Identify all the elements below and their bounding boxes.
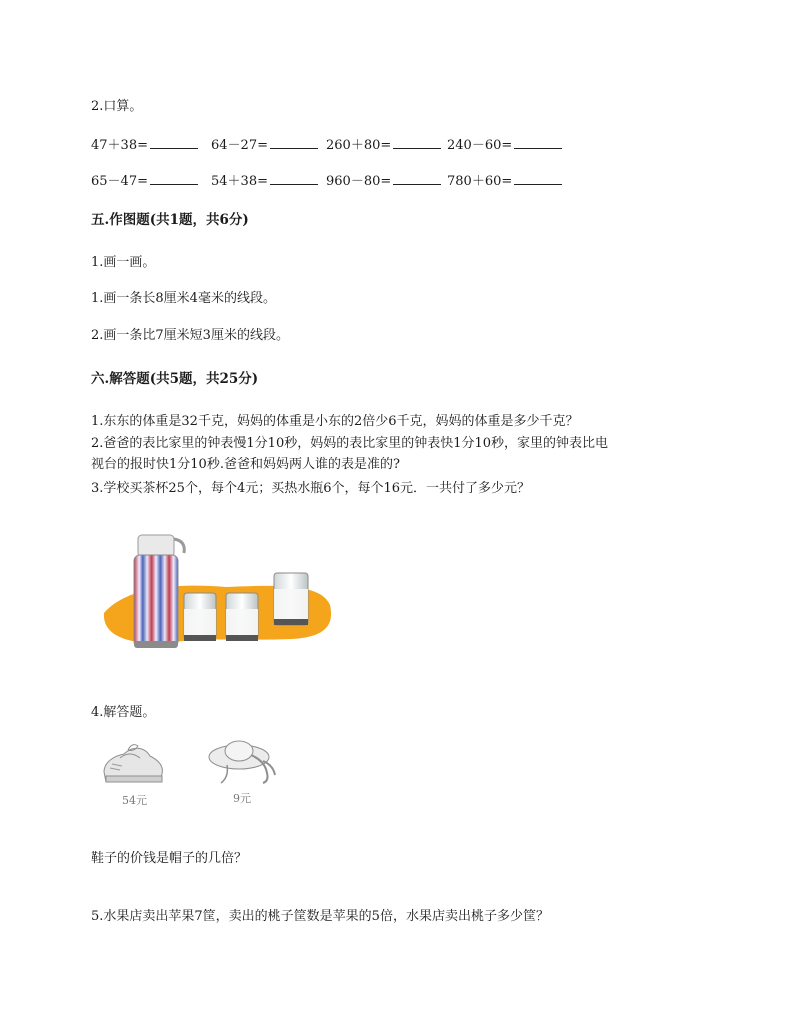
section-6-heading: 六.解答题(共5题，共25分) [91,371,259,387]
thermos-and-cups-illustration [96,525,336,655]
oral-calc-expression: 780＋60= [447,174,513,189]
drawing-question-title: 1.画一画。 [91,255,156,270]
answer-blank[interactable] [150,136,198,149]
hat-price-label: 9元 [233,792,251,805]
oral-calc-item [326,170,441,189]
oral-calc-item [91,170,198,189]
cup-icon [274,573,308,625]
oral-calc-expression: 54＋38= [211,174,268,189]
question-1: 1.东东的体重是32千克，妈妈的体重是小东的2倍少6千克，妈妈的体重是多少千克？ [91,414,579,429]
oral-calc-title: 2.口算。 [91,99,143,114]
cup-icon [184,593,216,641]
oral-calc-expression: 260＋80= [326,138,392,153]
oral-calc-item [447,170,562,189]
answer-blank[interactable] [270,172,318,185]
oral-calc-item [91,134,198,153]
question-5: 5.水果店卖出苹果7筐，卖出的桃子筐数是苹果的5倍，水果店卖出桃子多少筐？ [91,909,549,924]
question-2-line-2: 视台的报时快1分10秒.爸爸和妈妈两人谁的表是准的? [91,457,400,472]
question-4-text: 鞋子的价钱是帽子的几倍？ [91,851,248,866]
oral-calc-expression: 65－47= [91,174,148,189]
answer-blank[interactable] [270,136,318,149]
hat-icon [205,735,281,789]
oral-calc-item [211,134,318,153]
oral-calc-expression: 64－27= [211,138,268,153]
section-5-heading: 五.作图题(共1题，共6分) [91,212,249,228]
answer-blank[interactable] [150,172,198,185]
cup-icon [226,593,258,641]
oral-calc-expression: 240－60= [447,138,513,153]
oral-calc-item [447,134,562,153]
question-2-line-1: 2.爸爸的表比家里的钟表慢1分10秒，妈妈的表比家里的钟表快1分10秒，家里的钟表比电 [91,436,609,451]
question-3: 3.学校买茶杯25个，每个4元；买热水瓶6个，每个16元．一共付了多少元？ [91,481,531,496]
answer-blank[interactable] [514,172,562,185]
answer-blank[interactable] [514,136,562,149]
oral-calc-item [211,170,318,189]
shoe-icon [100,738,168,788]
oral-calc-expression: 960－80= [326,174,392,189]
thermos-icon [134,535,184,648]
question-4-title: 4.解答题。 [91,705,156,720]
answer-blank[interactable] [393,172,441,185]
drawing-item-2: 2.画一条比7厘米短3厘米的线段。 [91,328,289,343]
drawing-item-1: 1.画一条长8厘米4毫米的线段。 [91,291,276,306]
shoe-price-label: 54元 [122,794,147,807]
answer-blank[interactable] [393,136,441,149]
oral-calc-expression: 47＋38= [91,138,148,153]
oral-calc-item [326,134,441,153]
